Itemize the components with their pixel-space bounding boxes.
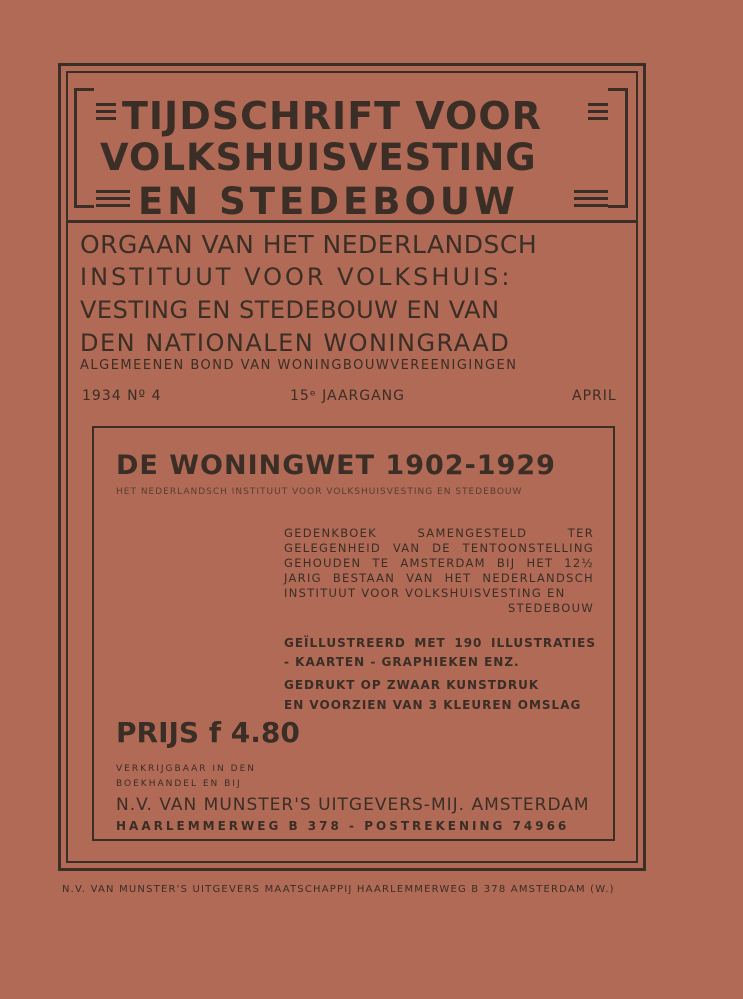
left-stripe-ornament-2: [96, 190, 130, 211]
publisher: N.V. VAN MUNSTER'S UITGEVERS-MIJ. AMSTERDAM: [116, 795, 590, 815]
price: PRIJS f 4.80: [116, 716, 300, 749]
left-bracket-ornament: [74, 88, 94, 208]
availability: [116, 762, 256, 792]
footer-imprint: N.V. VAN MUNSTER'S UITGEVERS MAATSCHAPPIJ HAARLEMMERWEG B 378 AMSTERDAM (W.): [62, 884, 615, 895]
ad-illustrations: GEÏLLUSTREERD MET 190 ILLUSTRATIES - KAARTEN - GRAPHIEKEN ENZ.: [284, 636, 596, 669]
organ-line-3: VESTING EN STEDEBOUW EN VAN: [80, 296, 500, 324]
ad-title: DE WONINGWET 1902-1929: [116, 450, 556, 481]
issue-month: APRIL: [572, 388, 617, 404]
right-stripe-ornament-1: [588, 103, 608, 124]
ad-description-text: GEDENKBOEK SAMENGESTELD TER GELEGENHEID VAN DE TENTOONSTELLING GEHOUDEN TE AMSTERDAM BIJ HET 12½ JARIG BESTAAN VAN HET NEDERLANDSCH INSTITUUT VOOR VOLKSHUISVESTING EN: [284, 526, 594, 600]
ad-description-end: STEDEBOUW: [508, 601, 594, 615]
organ-subline: ALGEMEENEN BOND VAN WONINGBOUWVEREENIGINGEN: [80, 358, 518, 373]
availability-line-2: BOEKHANDEL EN BIJ: [116, 779, 242, 789]
ad-description: [284, 526, 594, 616]
ad-print-line-2: EN VOORZIEN VAN 3 KLEUREN OMSLAG: [284, 698, 582, 712]
right-stripe-ornament-2: [574, 190, 608, 211]
masthead-title-line-1: TIJDSCHRIFT VOOR: [122, 94, 542, 138]
organ-line-4: DEN NATIONALEN WONINGRAAD: [80, 329, 511, 357]
organ-line-1: ORGAAN VAN HET NEDERLANDSCH: [80, 230, 538, 259]
organ-line-2: INSTITUUT VOOR VOLKSHUIS:: [80, 263, 513, 291]
issue-volume: 15ᵉ JAARGANG: [290, 388, 406, 404]
publisher-address: HAARLEMMERWEG B 378 - POSTREKENING 74966: [116, 819, 570, 833]
right-bracket-ornament: [608, 88, 628, 208]
ad-subtitle: HET NEDERLANDSCH INSTITUUT VOOR VOLKSHUISVESTING EN STEDEBOUW: [116, 487, 523, 497]
ad-print-line-1: GEDRUKT OP ZWAAR KUNSTDRUK: [284, 678, 540, 692]
masthead-title-line-3: EN STEDEBOUW: [138, 180, 519, 223]
ad-print-info: [284, 675, 596, 715]
availability-line-1: VERKRIJGBAAR IN DEN: [116, 764, 256, 774]
masthead-title-line-2: VOLKSHUISVESTING: [100, 136, 537, 179]
issue-number: 1934 Nº 4: [82, 388, 162, 404]
left-stripe-ornament-1: [96, 103, 116, 124]
